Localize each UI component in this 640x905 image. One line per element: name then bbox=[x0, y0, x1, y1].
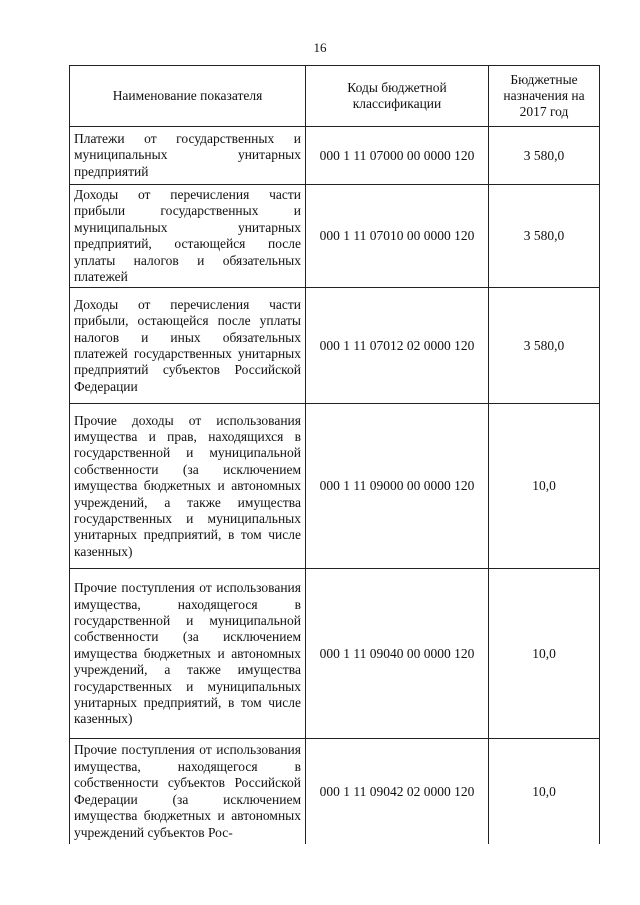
row-name: Прочие поступления от использования имущества, находящегося в государственной и муниципальной собственности (за исключением имущества бюджетных и автономных учреждений, а также имущества государственных и муниципальных унитарных предприятий, в том числе казенных) bbox=[70, 569, 306, 739]
row-amount: 3 580,0 bbox=[489, 127, 600, 185]
row-code: 000 1 11 09000 00 0000 120 bbox=[306, 404, 489, 569]
table-row bbox=[70, 127, 600, 185]
header-name: Наименование показателя bbox=[70, 66, 306, 127]
row-name: Платежи от государственных и муниципальных унитарных предприятий bbox=[70, 127, 306, 185]
table-header-row bbox=[70, 66, 600, 127]
row-name: Прочие доходы от использования имущества и прав, находящихся в государственной и муниципальной собственности (за исключением имущества бюджетных и автономных учреждений, а также имущества государственных и муниципальных унитарных предприятий, в том числе казенных) bbox=[70, 404, 306, 569]
row-amount: 10,0 bbox=[489, 404, 600, 569]
table-row bbox=[70, 185, 600, 288]
row-amount: 3 580,0 bbox=[489, 288, 600, 404]
row-amount: 3 580,0 bbox=[489, 185, 600, 288]
row-code: 000 1 11 09042 02 0000 120 bbox=[306, 739, 489, 844]
table-row bbox=[70, 569, 600, 739]
row-code: 000 1 11 07000 00 0000 120 bbox=[306, 127, 489, 185]
row-name: Доходы от перечисления части прибыли государственных и муниципальных унитарных предприятий, остающейся после уплаты налогов и обязательных платежей bbox=[70, 185, 306, 288]
table-row bbox=[70, 288, 600, 404]
row-name: Прочие поступления от использования имущества, находящегося в собственности субъектов Российской Федерации (за исключением имущества бюджетных и автономных учреждений субъектов Рос- bbox=[70, 739, 306, 844]
header-code: Коды бюджетной классификации bbox=[306, 66, 489, 127]
table-row bbox=[70, 739, 600, 844]
row-code: 000 1 11 07012 02 0000 120 bbox=[306, 288, 489, 404]
row-code: 000 1 11 07010 00 0000 120 bbox=[306, 185, 489, 288]
budget-table bbox=[69, 65, 600, 844]
row-amount: 10,0 bbox=[489, 569, 600, 739]
row-amount: 10,0 bbox=[489, 739, 600, 844]
header-amount: Бюджетные назначения на 2017 год bbox=[489, 66, 600, 127]
page-number: 16 bbox=[313, 40, 327, 55]
row-name: Доходы от перечисления части прибыли, остающейся после уплаты налогов и иных обязательных платежей государственных унитарных предприятий субъектов Российской Федерации bbox=[70, 288, 306, 404]
table-row bbox=[70, 404, 600, 569]
row-code: 000 1 11 09040 00 0000 120 bbox=[306, 569, 489, 739]
